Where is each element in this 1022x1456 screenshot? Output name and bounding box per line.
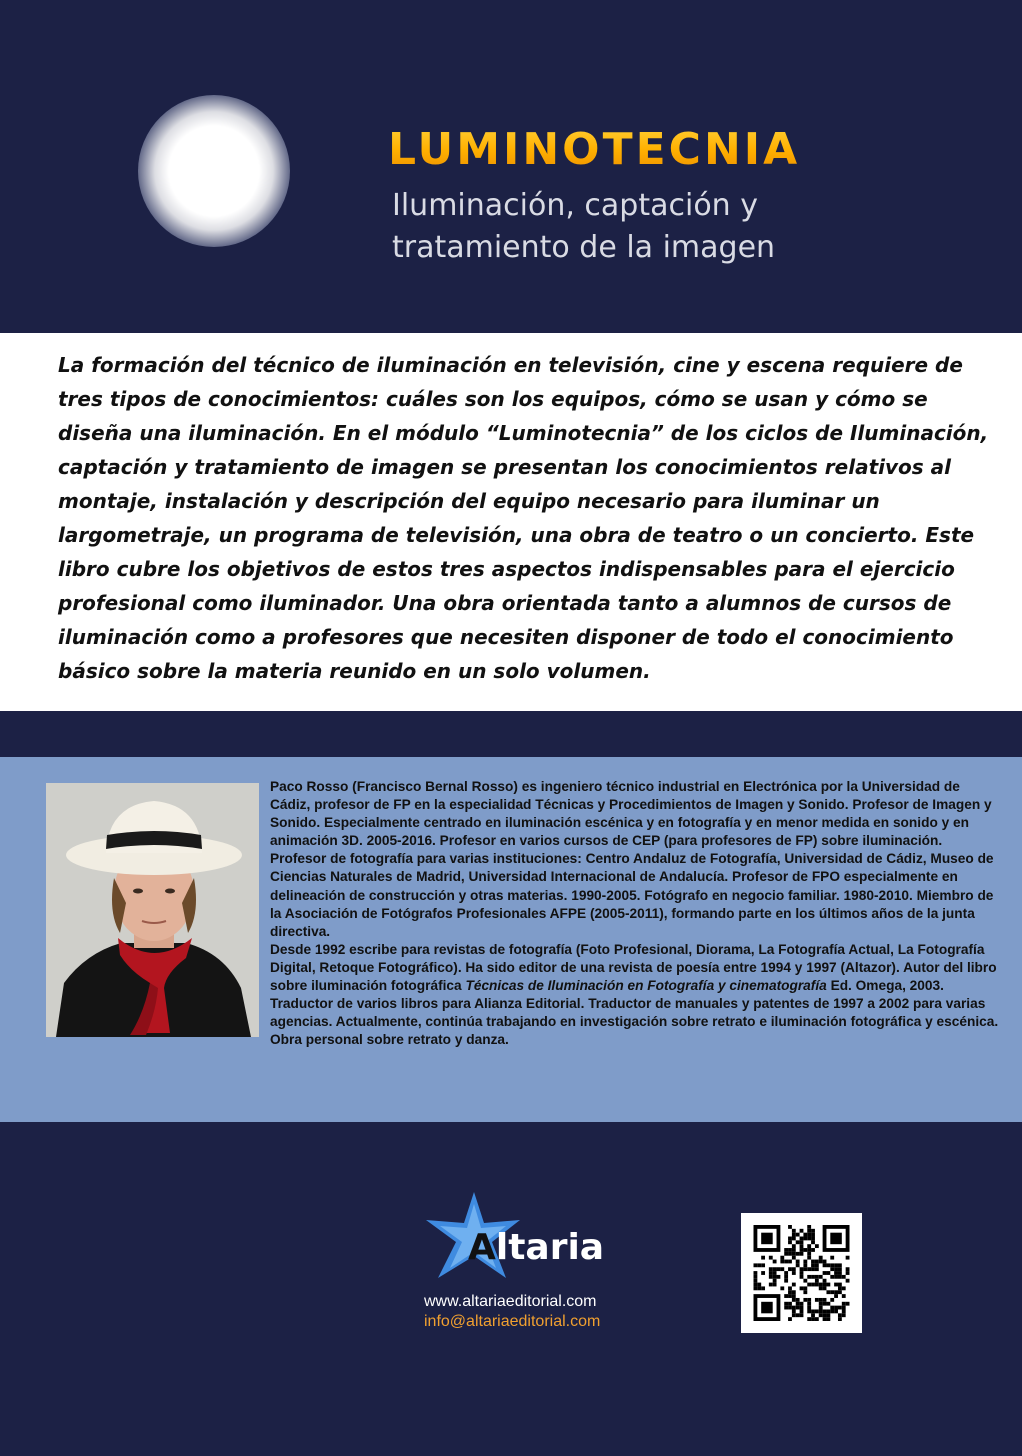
qr-code[interactable] xyxy=(741,1213,862,1333)
author-photo xyxy=(46,783,259,1037)
publisher-logo xyxy=(468,1226,604,1270)
book-description: La formación del técnico de iluminación en televisión, cine y escena requiere de tres tipos de conocimientos: cuáles son los equipos, cómo se usan y cómo se diseña una iluminación. En el módulo “Luminotecnia” de los ciclos de Iluminación, captación y tratamiento de imagen se presentan los conocimientos relativos al montaje, instalación y descripción del equipo necesario para iluminar un largometraje, un programa de televisión, una obra de teatro o un concierto. Este libro cubre los objetivos de estos tres aspectos indispensables para el ejercicio profesional como iluminador. Una obra orientada tanto a alumnos de cursos de iluminación como a profesores que necesiten disponer de todo el conocimiento básico sobre la materia reunido en un solo volumen. xyxy=(58,353,989,683)
author-bio xyxy=(270,778,1000,1049)
light-glow-icon xyxy=(138,95,290,247)
author-portrait-image xyxy=(46,783,259,1037)
bio-paragraph-2-start: Desde 1992 escribe para revistas de fotografía (Foto Profesional, Diorama, La Fotografía Actual, La Fotografía Digital, Retoque Fotográfico). Ha sido editor de una revista de poesía entre 1994 y 1997 (Altazor). Autor del libro sobre iluminación fotográfica xyxy=(270,941,997,994)
bio-paragraph-1: Paco Rosso (Francisco Bernal Rosso) es ingeniero técnico industrial en Electrónica por la Universidad de Cádiz, profesor de FP en la especialidad Técnicas y Procedimientos de Imagen y Sonido. Profesor de Imagen y Sonido. Especialmente centrado en iluminación escénica y en fotografía y en menor medida en sonido y en animación 3D. 2005-2016. Profesor en varios cursos de CEP (para profesores de FP) sobre iluminación. Profesor de fotografía para varias instituciones: Centro Andaluz de Fotografía, Universidad de Cádiz, Museo de Ciencias Naturales de Madrid, Universidad Internacional de Andalucía. Profesor de FPO especialmente en delineación de construcción y otras materias. 1990-2005. Fotógrafo en negocio familiar. 1980-2010. Miembro de la Asociación de Fotógrafos Profesionales AFPE (2005-2011), formando parte en los últimos años de la junta directiva. xyxy=(270,779,994,939)
website-link[interactable]: www.altariaeditorial.com xyxy=(424,1293,597,1310)
logo-text: ltaria xyxy=(495,1227,605,1268)
qr-code-icon xyxy=(753,1225,850,1321)
bio-book-title: Técnicas de Iluminación en Fotografía y cinematografía xyxy=(465,978,827,994)
bio-paragraph-2-end: Ed. Omega, 2003. Traductor de varios libros para Alianza Editorial. Traductor de manuales y patentes de 1997 a 2002 para varias agencias. Actualmente, continúa trabajando en investigación sobre retrato e iluminación fotográfica y escénica. Obra personal sobre retrato y danza. xyxy=(270,978,999,1048)
subtitle-line-1: Iluminación, captación y xyxy=(392,188,758,223)
email-link[interactable]: info@altariaeditorial.com xyxy=(424,1313,601,1330)
subtitle-line-2: tratamiento de la imagen xyxy=(392,230,776,265)
book-subtitle xyxy=(392,185,952,269)
logo-initial: A xyxy=(468,1227,496,1268)
bio-paragraph-2 xyxy=(270,941,1000,1050)
book-title: LUMINOTECNIA xyxy=(388,122,988,178)
header-band xyxy=(0,0,1022,333)
